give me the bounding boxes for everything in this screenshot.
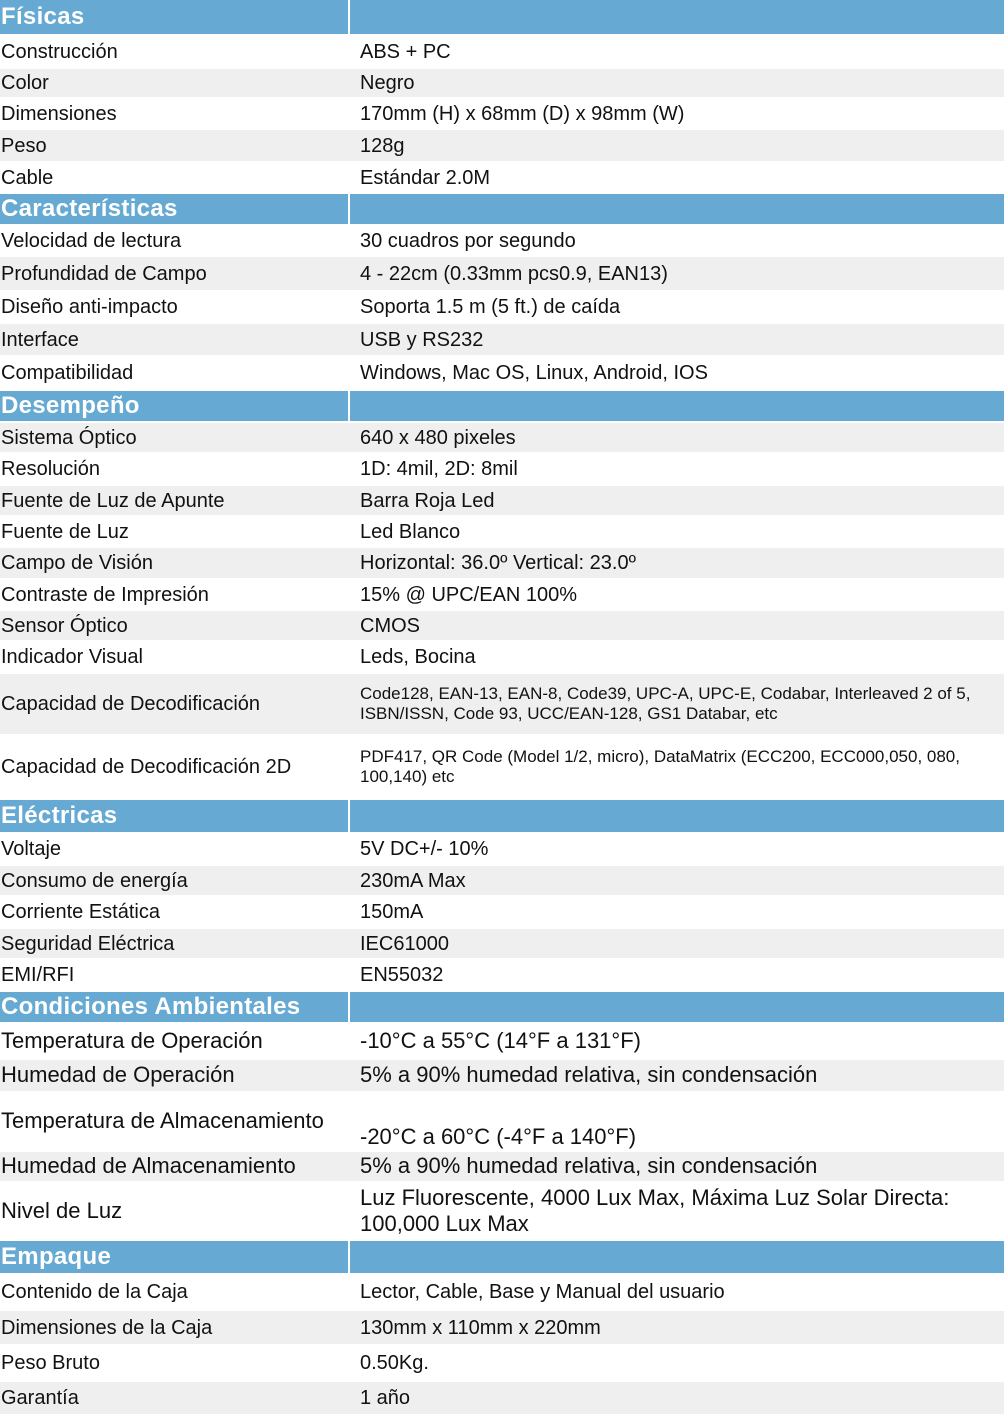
section-title: Desempeño (1, 391, 140, 419)
spec-value: 5V DC+/- 10% (360, 838, 489, 860)
spec-row (0, 834, 1004, 866)
spec-row (0, 257, 1004, 292)
spec-label: Peso Bruto (1, 1352, 100, 1374)
section-header-desempeno (0, 391, 1004, 423)
spec-value: Barra Roja Led (360, 489, 495, 512)
spec-label: Sensor Óptico (1, 614, 128, 637)
spec-value: Horizontal: 36.0º Vertical: 23.0º (360, 552, 636, 574)
spec-value: 5% a 90% humedad relativa, sin condensación (360, 1062, 818, 1088)
spec-label: Dimensiones (1, 102, 117, 125)
spec-value: -10°C a 55°C (14°F a 131°F) (360, 1027, 641, 1053)
spec-value: -20°C a 60°C (-4°F a 140°F) (360, 1123, 637, 1149)
spec-value: 128g (360, 134, 405, 157)
spec-label: Campo de Visión (1, 552, 153, 574)
spec-row (0, 69, 1004, 99)
spec-row (0, 454, 1004, 486)
spec-label: Resolución (1, 458, 100, 480)
spec-row (0, 99, 1004, 130)
spec-label: Indicador Visual (1, 646, 143, 668)
spec-row (0, 548, 1004, 580)
spec-label: Color (1, 72, 49, 94)
spec-row (0, 1093, 1004, 1152)
spec-value: Leds, Bocina (360, 646, 476, 668)
section-header-caracteristicas (0, 194, 1004, 226)
spec-row (0, 486, 1004, 517)
spec-label: Contraste de Impresión (1, 583, 209, 606)
spec-value: PDF417, QR Code (Model 1/2, micro), DataMatrix (ECC200, ECC000,050, 080, 100,140) etc (360, 746, 960, 786)
section-header-fisicas (0, 0, 1004, 36)
spec-label: Fuente de Luz (1, 520, 129, 543)
spec-value: 1 año (360, 1387, 411, 1409)
spec-value: 1D: 4mil, 2D: 8mil (360, 458, 518, 480)
spec-value: 0.50Kg. (360, 1352, 429, 1374)
spec-row (0, 960, 1004, 992)
spec-value: 30 cuadros por segundo (360, 229, 576, 252)
spec-label: Construcción (1, 40, 118, 63)
spec-row (0, 866, 1004, 897)
spec-row (0, 36, 1004, 69)
spec-row (0, 1152, 1004, 1183)
spec-label: Diseño anti-impacto (1, 296, 178, 318)
section-header-electricas (0, 800, 1004, 834)
spec-row (0, 580, 1004, 611)
spec-label: Seguridad Eléctrica (1, 932, 175, 955)
spec-row (0, 1060, 1004, 1093)
spec-label: Compatibilidad (1, 362, 134, 384)
spec-value: 5% a 90% humedad relativa, sin condensación (360, 1153, 818, 1179)
spec-value: ABS + PC (360, 40, 451, 63)
spec-value: 230mA Max (360, 869, 466, 892)
spec-row (0, 292, 1004, 324)
spec-value: IEC61000 (360, 932, 449, 955)
spec-value: USB y RS232 (360, 328, 484, 351)
spec-row (0, 1183, 1004, 1241)
spec-row (0, 1382, 1004, 1416)
section-title: Empaque (1, 1242, 112, 1270)
spec-label: Capacidad de Decodificación (1, 693, 261, 715)
spec-value: 640 x 480 pixeles (360, 426, 516, 449)
spec-row (0, 324, 1004, 357)
spec-row (0, 1346, 1004, 1382)
section-title: Físicas (1, 2, 85, 30)
spec-row (0, 897, 1004, 929)
spec-value: Led Blanco (360, 520, 461, 543)
spec-label: Garantía (1, 1387, 79, 1409)
spec-row (0, 736, 1004, 800)
spec-label: Peso (1, 134, 47, 157)
spec-value: Windows, Mac OS, Linux, Android, IOS (360, 362, 708, 384)
spec-label: Corriente Estática (1, 901, 160, 923)
spec-label: Contenido de la Caja (1, 1281, 188, 1303)
spec-label: Cable (1, 166, 54, 189)
spec-value: Lector, Cable, Base y Manual del usuario (360, 1281, 725, 1303)
spec-label: Voltaje (1, 838, 62, 860)
spec-row (0, 163, 1004, 194)
section-title: Características (1, 194, 178, 222)
spec-label: Velocidad de lectura (1, 229, 182, 252)
spec-value: EN55032 (360, 964, 444, 986)
spec-row (0, 226, 1004, 257)
spec-value: 15% @ UPC/EAN 100% (360, 583, 578, 606)
spec-label: Humedad de Almacenamiento (1, 1153, 296, 1179)
spec-label: Humedad de Operación (1, 1062, 235, 1088)
section-title: Condiciones Ambientales (1, 992, 301, 1020)
spec-value: Code128, EAN-13, EAN-8, Code39, UPC-A, UPC-E, Codabar, Interleaved 2 of 5, ISBN/ISSN, Code 93, UCC/EAN-128, GS1 Databar, etc (360, 683, 971, 723)
spec-row (0, 929, 1004, 960)
spec-value: Estándar 2.0M (360, 166, 491, 189)
spec-row (0, 674, 1004, 736)
spec-label: Capacidad de Decodificación 2D (1, 756, 292, 778)
spec-value: Negro (360, 72, 415, 94)
section-title: Eléctricas (1, 801, 118, 829)
spec-label: Sistema Óptico (1, 426, 137, 449)
spec-value: 150mA (360, 901, 424, 923)
spec-value: Luz Fluorescente, 4000 Lux Max, Máxima Luz Solar Directa: 100,000 Lux Max (360, 1184, 950, 1236)
spec-row (0, 1024, 1004, 1060)
spec-label: Temperatura de Operación (1, 1027, 263, 1053)
section-header-empaque (0, 1241, 1004, 1275)
spec-label: Nivel de Luz (1, 1197, 123, 1223)
spec-value: 4 - 22cm (0.33mm pcs0.9, EAN13) (360, 262, 668, 285)
spec-value: CMOS (360, 614, 420, 637)
spec-label: Consumo de energía (1, 869, 188, 892)
spec-label: Dimensiones de la Caja (1, 1316, 213, 1339)
spec-label: EMI/RFI (1, 964, 75, 986)
spec-row (0, 1275, 1004, 1311)
spec-row (0, 642, 1004, 674)
spec-row (0, 130, 1004, 163)
spec-row (0, 611, 1004, 642)
spec-label: Fuente de Luz de Apunte (1, 489, 225, 512)
spec-value: 130mm x 110mm x 220mm (360, 1316, 601, 1339)
spec-row (0, 357, 1004, 391)
spec-value: Soporta 1.5 m (5 ft.) de caída (360, 296, 621, 318)
spec-label: Interface (1, 328, 79, 351)
spec-row (0, 1311, 1004, 1346)
section-header-condiciones-ambientales (0, 992, 1004, 1024)
spec-label: Profundidad de Campo (1, 262, 207, 285)
spec-value: 170mm (H) x 68mm (D) x 98mm (W) (360, 102, 685, 125)
spec-label: Temperatura de Almacenamiento (1, 1108, 324, 1134)
spec-row (0, 423, 1004, 454)
spec-row (0, 517, 1004, 548)
